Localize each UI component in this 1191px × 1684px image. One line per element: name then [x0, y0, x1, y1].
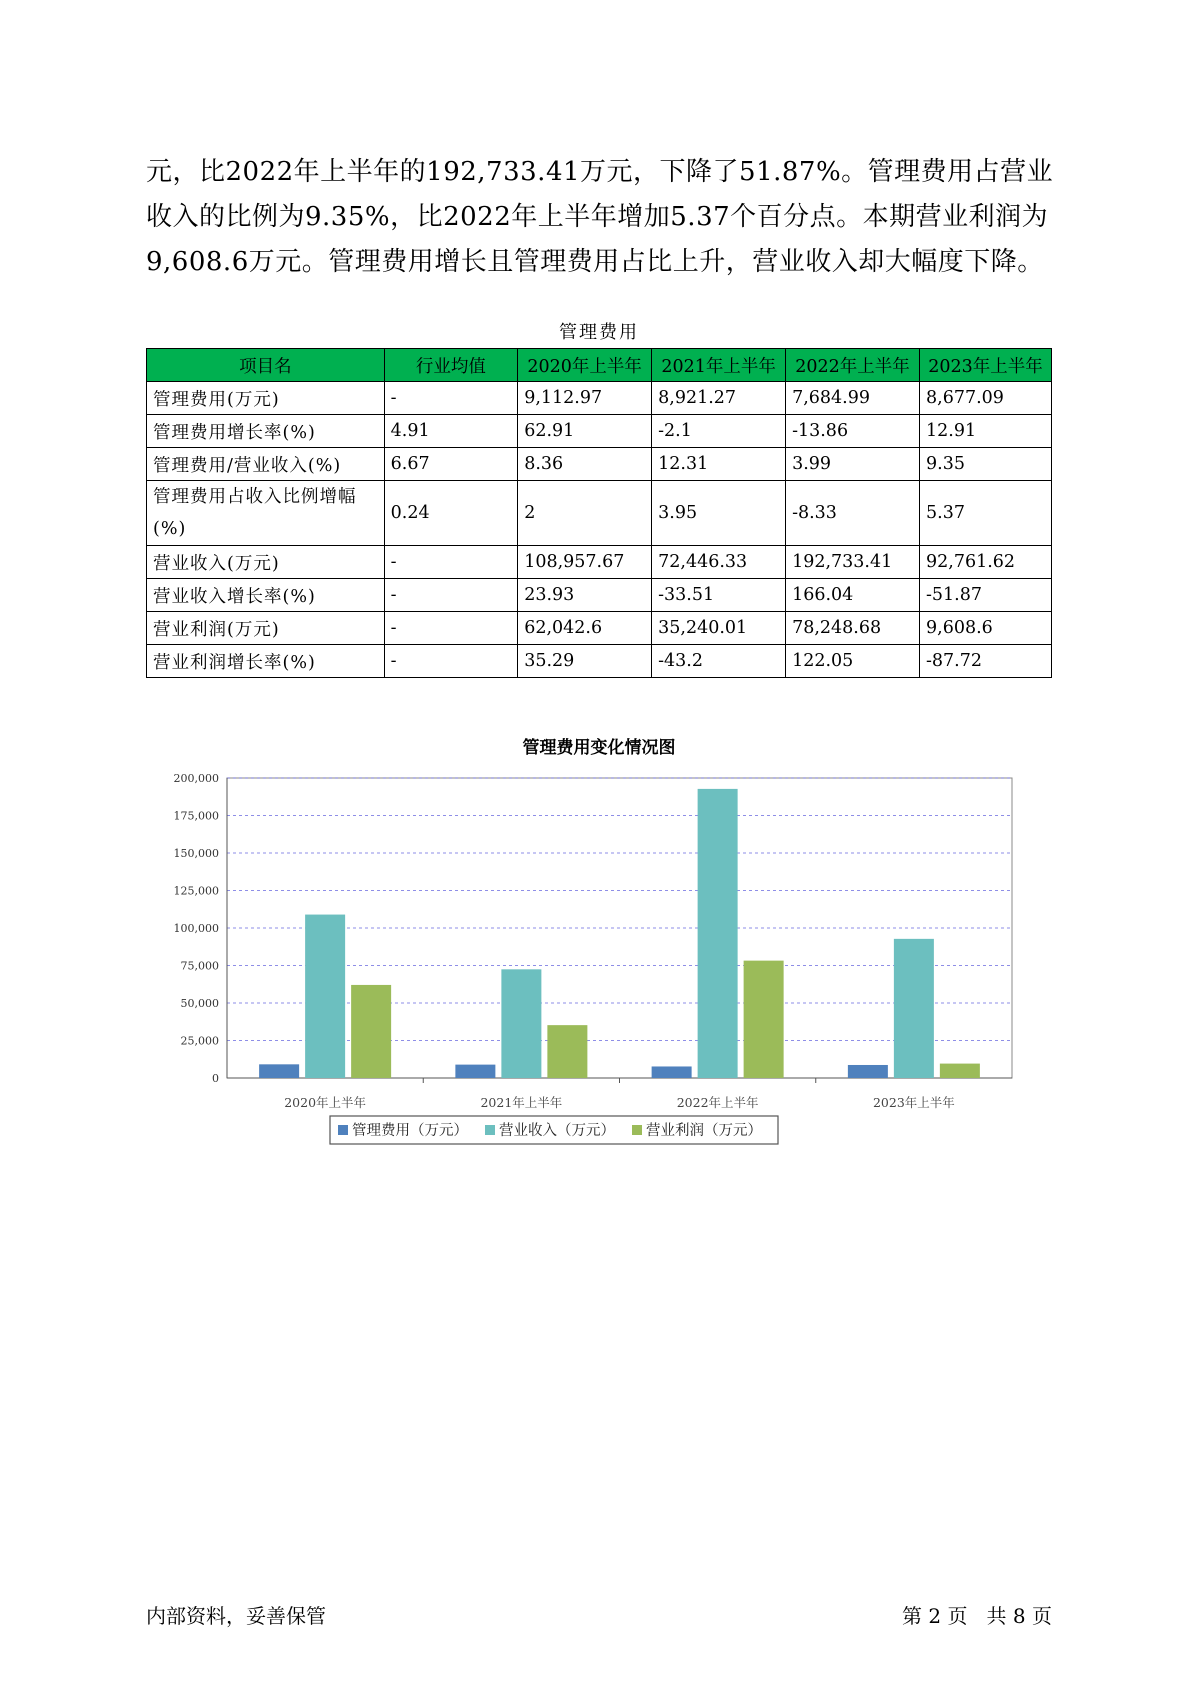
row-label: 营业利润(万元) — [147, 612, 385, 645]
table-cell: - — [384, 382, 518, 415]
y-tick-label: 125,000 — [173, 884, 219, 898]
table-cell: 6.67 — [384, 448, 518, 481]
table-cell: -8.33 — [786, 481, 920, 546]
bar — [894, 939, 934, 1078]
table-cell: 5.37 — [920, 481, 1052, 546]
table-row — [147, 546, 1052, 579]
bar — [259, 1064, 299, 1078]
paragraph-line-2: 收入的比例为9.35%，比2022年上半年增加5.37个百分点。本期营业利润为 — [146, 202, 1049, 232]
expense-table — [146, 348, 1052, 678]
table-cell: -43.2 — [652, 645, 786, 678]
header-cell: 2020年上半年 — [518, 349, 652, 382]
legend-label: 营业收入（万元） — [499, 1123, 615, 1139]
chart-title: 管理费用变化情况图 — [522, 738, 676, 758]
bar — [455, 1065, 495, 1078]
header-cell: 行业均值 — [384, 349, 518, 382]
table-row — [147, 415, 1052, 448]
table-cell: 9.35 — [920, 448, 1052, 481]
legend-swatch — [485, 1125, 495, 1135]
y-tick-label: 200,000 — [173, 772, 219, 785]
header-cell: 项目名 — [147, 349, 385, 382]
row-label: 管理费用/营业收入(%) — [147, 448, 385, 481]
bar — [940, 1064, 980, 1078]
row-label: 管理费用增长率(%) — [147, 415, 385, 448]
table-cell: 8,677.09 — [920, 382, 1052, 415]
bar — [652, 1066, 692, 1078]
y-tick-label: 50,000 — [180, 997, 219, 1010]
row-label: 管理费用(万元) — [147, 382, 385, 415]
table-cell: 9,112.97 — [518, 382, 652, 415]
table-row — [147, 448, 1052, 481]
header-cell: 2021年上半年 — [652, 349, 786, 382]
table-cell: 4.91 — [384, 415, 518, 448]
legend-label: 营业利润（万元） — [646, 1123, 762, 1139]
footer-note: 内部资料，妥善保管 — [146, 1604, 326, 1628]
legend-label: 管理费用（万元） — [352, 1123, 468, 1139]
table-cell: 35,240.01 — [652, 612, 786, 645]
page-number: 第 2 页 共 8 页 — [902, 1604, 1052, 1628]
bar — [501, 969, 541, 1078]
table-cell: 3.99 — [786, 448, 920, 481]
row-label: 管理费用占收入比例增幅(%) — [147, 481, 385, 546]
bar-chart — [160, 760, 1040, 1180]
y-tick-label: 25,000 — [180, 1034, 219, 1048]
header-cell: 2022年上半年 — [786, 349, 920, 382]
bar — [305, 915, 345, 1078]
table-cell: - — [384, 546, 518, 579]
table-cell: 35.29 — [518, 645, 652, 678]
table-cell: -13.86 — [786, 415, 920, 448]
paragraph-line-1: 元，比2022年上半年的192,733.41万元，下降了51.87%。管理费用占营业 — [146, 157, 1054, 187]
table-cell: 0.24 — [384, 481, 518, 546]
bar — [744, 961, 784, 1078]
body-paragraph — [146, 150, 1054, 285]
y-tick-label: 175,000 — [173, 809, 219, 823]
table-cell: 72,446.33 — [652, 546, 786, 579]
paragraph-line-3: 9,608.6万元。管理费用增长且管理费用占比上升，营业收入却大幅度下降。 — [146, 247, 1044, 277]
table-header-row — [147, 349, 1052, 382]
row-label: 营业收入增长率(%) — [147, 579, 385, 612]
legend-swatch — [632, 1125, 642, 1135]
table-cell: 23.93 — [518, 579, 652, 612]
x-tick-label: 2020年上半年 — [284, 1095, 367, 1110]
table-cell: 3.95 — [652, 481, 786, 546]
x-tick-label: 2022年上半年 — [676, 1095, 759, 1110]
table-cell: 9,608.6 — [920, 612, 1052, 645]
y-tick-label: 0 — [212, 1072, 219, 1085]
bar — [547, 1025, 587, 1078]
table-cell: -51.87 — [920, 579, 1052, 612]
table-cell: - — [384, 612, 518, 645]
table-cell: 8,921.27 — [652, 382, 786, 415]
table-cell: 8.36 — [518, 448, 652, 481]
row-label: 营业收入(万元) — [147, 546, 385, 579]
row-label: 营业利润增长率(%) — [147, 645, 385, 678]
table-cell: 122.05 — [786, 645, 920, 678]
table-caption: 管理费用 — [559, 322, 639, 343]
table-cell: -87.72 — [920, 645, 1052, 678]
table-cell: - — [384, 579, 518, 612]
bar — [698, 789, 738, 1078]
x-tick-label: 2023年上半年 — [872, 1095, 955, 1110]
table-cell: -2.1 — [652, 415, 786, 448]
table-row — [147, 579, 1052, 612]
y-tick-label: 100,000 — [173, 922, 219, 935]
table-cell: 78,248.68 — [786, 612, 920, 645]
y-tick-label: 75,000 — [180, 959, 219, 973]
table-cell: 108,957.67 — [518, 546, 652, 579]
bar — [848, 1065, 888, 1078]
table-cell: 12.91 — [920, 415, 1052, 448]
table-cell: -33.51 — [652, 579, 786, 612]
table-cell: 166.04 — [786, 579, 920, 612]
table-row — [147, 481, 1052, 546]
table-cell: 2 — [518, 481, 652, 546]
table-cell: - — [384, 645, 518, 678]
header-cell: 2023年上半年 — [920, 349, 1052, 382]
y-tick-label: 150,000 — [173, 847, 219, 860]
table-cell: 62,042.6 — [518, 612, 652, 645]
x-tick-label: 2021年上半年 — [480, 1095, 563, 1110]
table-cell: 12.31 — [652, 448, 786, 481]
legend-swatch — [338, 1125, 348, 1135]
table-row — [147, 645, 1052, 678]
table-cell: 62.91 — [518, 415, 652, 448]
bar — [351, 985, 391, 1078]
table-row — [147, 612, 1052, 645]
table-row — [147, 382, 1052, 415]
table-cell: 7,684.99 — [786, 382, 920, 415]
table-cell: 92,761.62 — [920, 546, 1052, 579]
table-cell: 192,733.41 — [786, 546, 920, 579]
